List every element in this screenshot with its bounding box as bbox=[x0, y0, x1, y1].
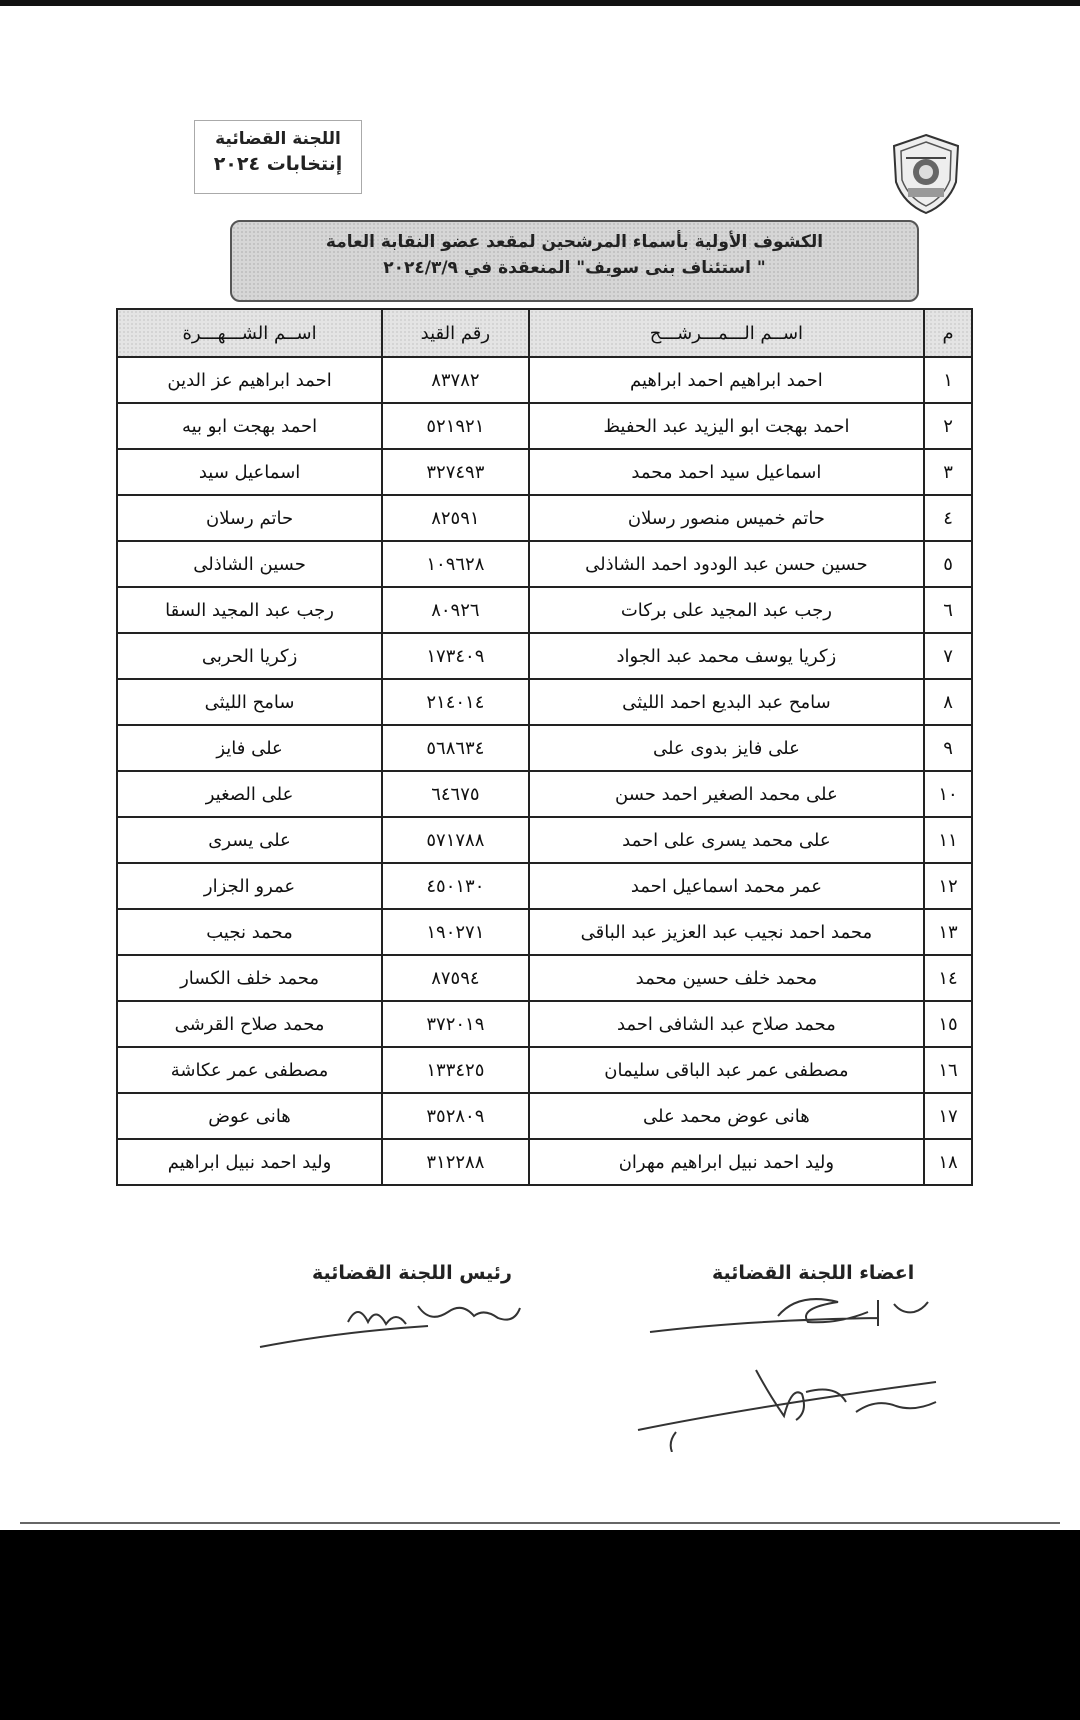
known-name-cell: حسين الشاذلى bbox=[117, 541, 382, 587]
table-row bbox=[117, 403, 972, 449]
candidate-name-cell: هانى عوض محمد على bbox=[529, 1093, 925, 1139]
row-number: ١٣ bbox=[924, 909, 972, 955]
candidate-name-cell: احمد ابراهيم احمد ابراهيم bbox=[529, 357, 925, 403]
known-name-cell: وليد احمد نبيل ابراهيم bbox=[117, 1139, 382, 1185]
table-row bbox=[117, 449, 972, 495]
row-number: ٦ bbox=[924, 587, 972, 633]
row-number: ٢ bbox=[924, 403, 972, 449]
table-row bbox=[117, 495, 972, 541]
candidate-name-cell: اسماعيل سيد احمد محمد bbox=[529, 449, 925, 495]
table-row bbox=[117, 1047, 972, 1093]
candidate-name-cell: زكريا يوسف محمد عبد الجواد bbox=[529, 633, 925, 679]
candidate-name-cell: احمد بهجت ابو اليزيد عبد الحفيظ bbox=[529, 403, 925, 449]
candidate-name-cell: محمد خلف حسين محمد bbox=[529, 955, 925, 1001]
row-number: ١٥ bbox=[924, 1001, 972, 1047]
table-row bbox=[117, 1139, 972, 1185]
row-number: ٣ bbox=[924, 449, 972, 495]
table-row bbox=[117, 863, 972, 909]
registration-number-cell: ٥٧١٧٨٨ bbox=[382, 817, 529, 863]
row-number: ١٦ bbox=[924, 1047, 972, 1093]
row-number: ١٠ bbox=[924, 771, 972, 817]
row-number: ٩ bbox=[924, 725, 972, 771]
member-signature-1 bbox=[648, 1290, 938, 1350]
known-name-cell: احمد بهجت ابو بيه bbox=[117, 403, 382, 449]
known-name-cell: هانى عوض bbox=[117, 1093, 382, 1139]
known-name-cell: رجب عبد المجيد السقا bbox=[117, 587, 382, 633]
document-title-box bbox=[230, 220, 919, 302]
head-signature bbox=[258, 1292, 548, 1352]
row-number: ٧ bbox=[924, 633, 972, 679]
header-registration: رقم القيد bbox=[382, 309, 529, 357]
registration-number-cell: ٣١٢٢٨٨ bbox=[382, 1139, 529, 1185]
table-row bbox=[117, 725, 972, 771]
registration-number-cell: ١٩٠٢٧١ bbox=[382, 909, 529, 955]
scan-top-edge bbox=[0, 0, 1080, 6]
committee-stamp-box bbox=[194, 120, 362, 194]
known-name-cell: على الصغير bbox=[117, 771, 382, 817]
table-row bbox=[117, 587, 972, 633]
registration-number-cell: ١٠٩٦٢٨ bbox=[382, 541, 529, 587]
table-row bbox=[117, 1001, 972, 1047]
candidate-name-cell: عمر محمد اسماعيل احمد bbox=[529, 863, 925, 909]
committee-name: اللجنة القضائية bbox=[215, 129, 341, 149]
known-name-cell: اسماعيل سيد bbox=[117, 449, 382, 495]
row-number: ١٢ bbox=[924, 863, 972, 909]
known-name-cell: حاتم رسلان bbox=[117, 495, 382, 541]
candidate-name-cell: على فايز بدوى على bbox=[529, 725, 925, 771]
registration-number-cell: ٨٧٥٩٤ bbox=[382, 955, 529, 1001]
candidate-name-cell: سامح عبد البديع احمد الليثى bbox=[529, 679, 925, 725]
members-signature-title: اعضاء اللجنة القضائية bbox=[712, 1262, 915, 1284]
registration-number-cell: ٥٢١٩٢١ bbox=[382, 403, 529, 449]
candidate-name-cell: رجب عبد المجيد على بركات bbox=[529, 587, 925, 633]
known-name-cell: على فايز bbox=[117, 725, 382, 771]
known-name-cell: احمد ابراهيم عز الدين bbox=[117, 357, 382, 403]
table-row bbox=[117, 817, 972, 863]
registration-number-cell: ٢١٤٠١٤ bbox=[382, 679, 529, 725]
table-row bbox=[117, 1093, 972, 1139]
known-name-cell: زكريا الحربى bbox=[117, 633, 382, 679]
registration-number-cell: ١٣٣٤٢٥ bbox=[382, 1047, 529, 1093]
known-name-cell: مصطفى عمر عكاشة bbox=[117, 1047, 382, 1093]
registration-number-cell: ٨٣٧٨٢ bbox=[382, 357, 529, 403]
header-known-name: اســم الشـــهـــرة bbox=[117, 309, 382, 357]
row-number: ٨ bbox=[924, 679, 972, 725]
scan-bottom-edge bbox=[20, 1522, 1060, 1524]
row-number: ١ bbox=[924, 357, 972, 403]
registration-number-cell: ١٧٣٤٠٩ bbox=[382, 633, 529, 679]
table-row bbox=[117, 955, 972, 1001]
candidate-name-cell: محمد صلاح عبد الشافى احمد bbox=[529, 1001, 925, 1047]
bar-association-emblem-icon bbox=[888, 132, 964, 216]
candidate-name-cell: حسين حسن عبد الودود احمد الشاذلى bbox=[529, 541, 925, 587]
known-name-cell: محمد خلف الكسار bbox=[117, 955, 382, 1001]
candidates-table bbox=[116, 308, 973, 1186]
registration-number-cell: ٣٥٢٨٠٩ bbox=[382, 1093, 529, 1139]
registration-number-cell: ٦٤٦٧٥ bbox=[382, 771, 529, 817]
candidate-name-cell: على محمد الصغير احمد حسن bbox=[529, 771, 925, 817]
registration-number-cell: ٨٢٥٩١ bbox=[382, 495, 529, 541]
registration-number-cell: ٣٧٢٠١٩ bbox=[382, 1001, 529, 1047]
row-number: ١١ bbox=[924, 817, 972, 863]
candidate-name-cell: مصطفى عمر عبد الباقى سليمان bbox=[529, 1047, 925, 1093]
registration-number-cell: ٨٠٩٢٦ bbox=[382, 587, 529, 633]
known-name-cell: سامح الليثى bbox=[117, 679, 382, 725]
member-signature-2 bbox=[636, 1362, 946, 1452]
known-name-cell: محمد نجيب bbox=[117, 909, 382, 955]
head-signature-title: رئيس اللجنة القضائية bbox=[312, 1262, 512, 1284]
registration-number-cell: ٥٦٨٦٣٤ bbox=[382, 725, 529, 771]
table-row bbox=[117, 357, 972, 403]
table-row bbox=[117, 909, 972, 955]
table-row bbox=[117, 679, 972, 725]
registration-number-cell: ٤٥٠١٣٠ bbox=[382, 863, 529, 909]
known-name-cell: عمرو الجزار bbox=[117, 863, 382, 909]
candidate-name-cell: محمد احمد نجيب عبد العزيز عبد الباقى bbox=[529, 909, 925, 955]
table-header-row bbox=[117, 309, 972, 357]
candidate-name-cell: حاتم خميس منصور رسلان bbox=[529, 495, 925, 541]
document-title: الكشوف الأولية بأسماء المرشحين لمقعد عضو النقابة العامة bbox=[325, 232, 824, 252]
row-number: ١٧ bbox=[924, 1093, 972, 1139]
row-number: ٤ bbox=[924, 495, 972, 541]
candidate-name-cell: على محمد يسرى على احمد bbox=[529, 817, 925, 863]
elections-year: إنتخابات ٢٠٢٤ bbox=[213, 153, 343, 175]
table-row bbox=[117, 633, 972, 679]
header-number: م bbox=[924, 309, 972, 357]
row-number: ١٨ bbox=[924, 1139, 972, 1185]
document-subtitle: " استئناف بنى سويف" المنعقدة في ٢٠٢٤/٣/٩ bbox=[383, 258, 766, 278]
row-number: ١٤ bbox=[924, 955, 972, 1001]
row-number: ٥ bbox=[924, 541, 972, 587]
candidate-name-cell: وليد احمد نبيل ابراهيم مهران bbox=[529, 1139, 925, 1185]
registration-number-cell: ٣٢٧٤٩٣ bbox=[382, 449, 529, 495]
header-candidate-name: اســم الـــمـــرشـــح bbox=[529, 309, 925, 357]
table-row bbox=[117, 541, 972, 587]
known-name-cell: محمد صلاح القرشى bbox=[117, 1001, 382, 1047]
table-row bbox=[117, 771, 972, 817]
known-name-cell: على يسرى bbox=[117, 817, 382, 863]
